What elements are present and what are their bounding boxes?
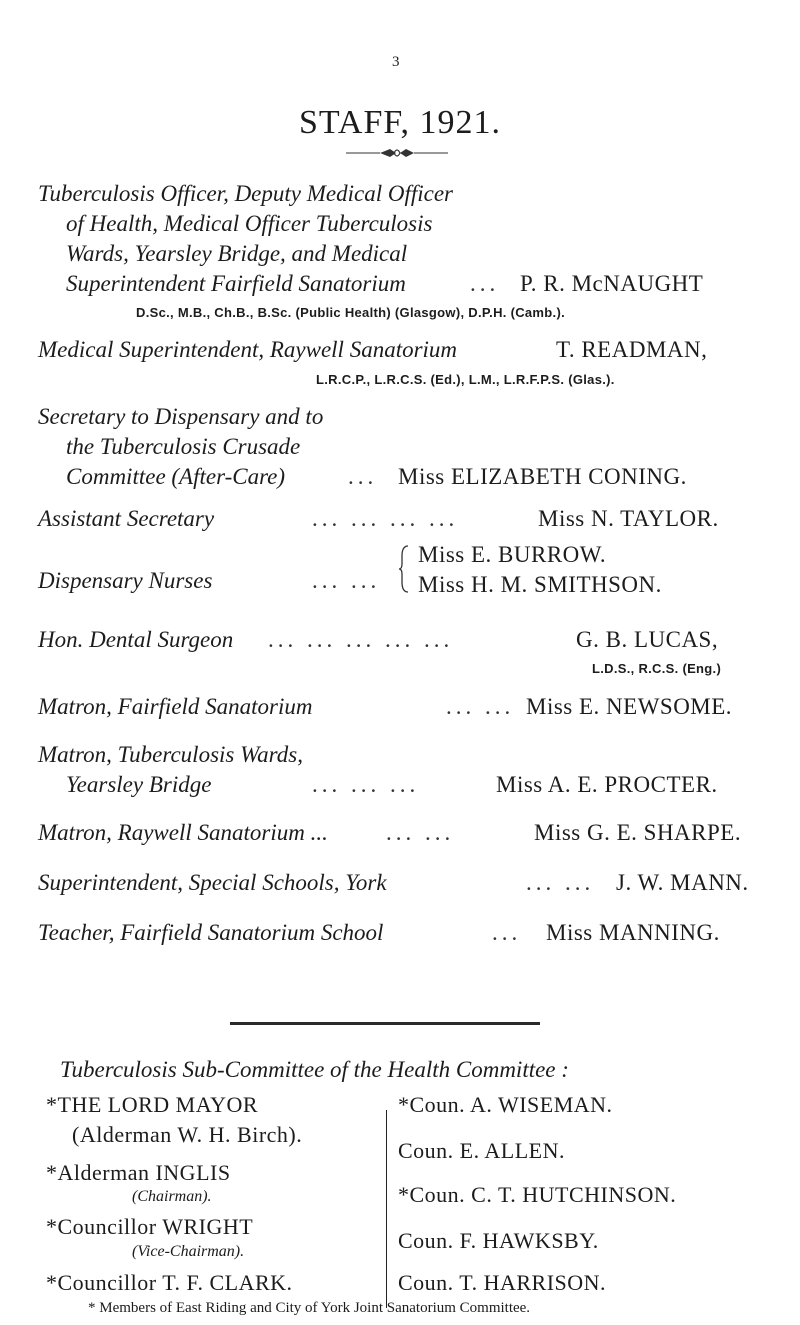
staff-name: T. READMAN,	[556, 337, 708, 362]
role-line: Committee (After-Care)	[66, 464, 286, 489]
leader-dots: ... ... ...	[312, 772, 420, 797]
staff-name: J. W. MANN.	[616, 870, 749, 895]
role-line: Secretary to Dispensary and to	[38, 404, 324, 429]
role-line: Dispensary Nurses	[38, 568, 213, 593]
leader-dots: ...	[470, 271, 500, 296]
footnote: * Members of East Riding and City of York Joint Sanatorium Committee.	[88, 1300, 531, 1316]
committee-member: *Coun. C. T. HUTCHINSON.	[398, 1182, 677, 1207]
committee-member: Coun. F. HAWKSBY.	[398, 1228, 599, 1253]
role-line: Assistant Secretary	[38, 506, 215, 531]
staff-name: P. R. McNAUGHT	[520, 271, 704, 296]
committee-member: *Alderman INGLIS	[46, 1160, 231, 1185]
leader-dots: ... ...	[526, 870, 595, 895]
staff-name: Miss E. NEWSOME.	[526, 694, 733, 719]
leader-dots: ... ...	[386, 820, 455, 845]
leader-dots: ...	[492, 920, 522, 945]
brace-icon	[399, 544, 409, 599]
qualifications: D.Sc., M.B., Ch.B., B.Sc. (Public Health) (Glasgow), D.P.H. (Camb.).	[136, 305, 565, 320]
role-line: Superintendent, Special Schools, York	[38, 870, 387, 895]
committee-member: Coun. E. ALLEN.	[398, 1138, 565, 1163]
qualifications: L.D.S., R.C.S. (Eng.)	[592, 661, 722, 676]
leader-dots: ...	[348, 464, 378, 489]
committee-member: *THE LORD MAYOR	[46, 1092, 259, 1117]
staff-name: Miss E. BURROW.	[418, 542, 607, 567]
staff-name: Miss G. E. SHARPE.	[534, 820, 742, 845]
staff-name: Miss ELIZABETH CONING.	[398, 464, 687, 489]
committee-member-note: (Chairman).	[132, 1188, 212, 1205]
staff-name: Miss N. TAYLOR.	[538, 506, 719, 531]
staff-name: Miss MANNING.	[546, 920, 720, 945]
committee-member-note: (Vice-Chairman).	[132, 1243, 245, 1260]
role-line: Tuberculosis Officer, Deputy Medical Officer	[38, 181, 453, 206]
committee-member: *Coun. A. WISEMAN.	[398, 1092, 613, 1117]
column-divider	[386, 1110, 387, 1308]
role-line: Medical Superintendent, Raywell Sanatorium	[38, 337, 458, 362]
page-title: STAFF, 1921.	[298, 104, 502, 141]
section-divider	[230, 1022, 540, 1025]
qualifications: L.R.C.P., L.R.C.S. (Ed.), L.M., L.R.F.P.S. (Glas.).	[316, 372, 615, 387]
leader-dots: ... ...	[312, 568, 381, 593]
committee-member: (Alderman W. H. Birch).	[72, 1122, 303, 1147]
role-line: Matron, Raywell Sanatorium ...	[38, 820, 328, 845]
ornament-icon	[346, 146, 448, 160]
committee-member: *Councillor WRIGHT	[46, 1214, 254, 1239]
role-line: Wards, Yearsley Bridge, and Medical	[66, 241, 408, 266]
leader-dots: ... ... ... ... ...	[268, 627, 454, 652]
role-line: Teacher, Fairfield Sanatorium School	[38, 920, 384, 945]
role-line: the Tuberculosis Crusade	[66, 434, 301, 459]
role-line: Matron, Tuberculosis Wards,	[38, 742, 303, 767]
leader-dots: ... ... ... ...	[312, 506, 459, 531]
role-line: Yearsley Bridge	[66, 772, 212, 797]
page-number: 3	[392, 54, 400, 70]
committee-member: Coun. T. HARRISON.	[398, 1270, 607, 1295]
role-line: of Health, Medical Officer Tuberculosis	[66, 211, 433, 236]
staff-name: Miss A. E. PROCTER.	[496, 772, 718, 797]
committee-member: *Councillor T. F. CLARK.	[46, 1270, 293, 1295]
staff-name: Miss H. M. SMITHSON.	[418, 572, 662, 597]
role-line: Matron, Fairfield Sanatorium	[38, 694, 313, 719]
committee-heading: Tuberculosis Sub-Committee of the Health Committee :	[60, 1057, 569, 1082]
staff-name: G. B. LUCAS,	[576, 627, 719, 652]
role-line: Hon. Dental Surgeon	[38, 627, 234, 652]
role-line: Superintendent Fairfield Sanatorium	[66, 271, 406, 296]
leader-dots: ... ...	[446, 694, 515, 719]
